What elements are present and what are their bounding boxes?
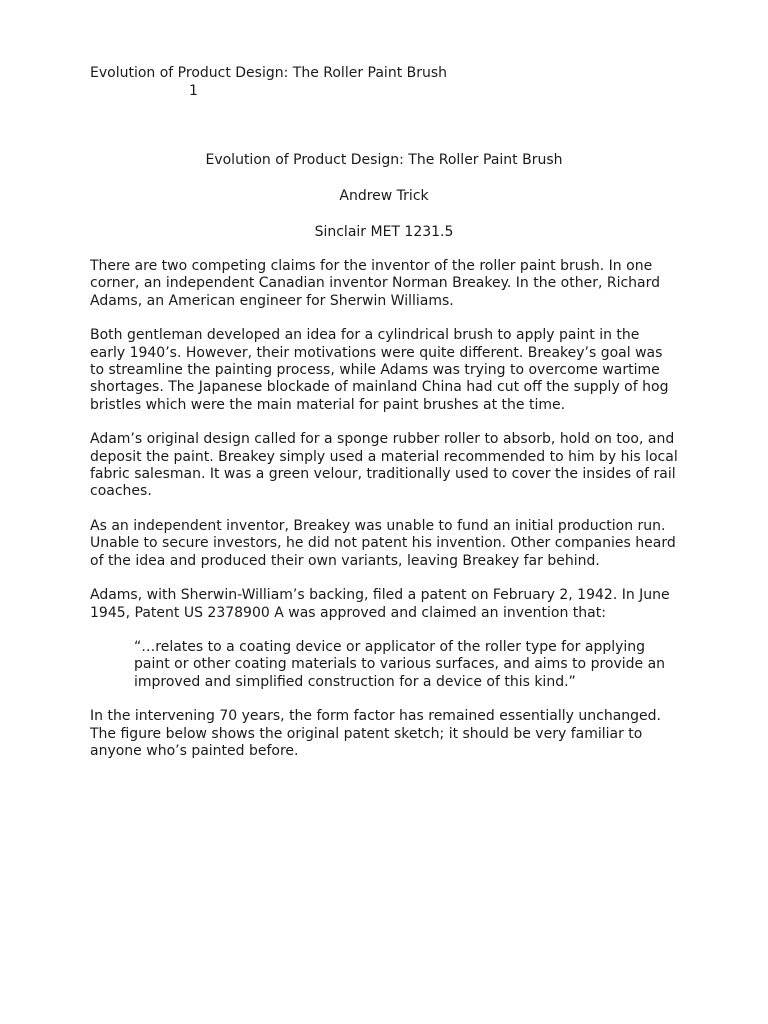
paragraph-materials: Adam’s original design called for a sponge rubber roller to absorb, hold on too, and deposit the paint. Breakey simply used a material recommended to him by his local fabric salesman. It was a green velour, traditionally used to cover the insides of rail coaches. bbox=[90, 431, 678, 500]
document-author: Andrew Trick bbox=[339, 188, 429, 204]
patent-quote: “…relates to a coating device or applicator of the roller type for applying paint or other coating materials to various surfaces, and aims to provide an improved and simplified construction for a device of this kind.” bbox=[134, 638, 666, 690]
running-header: Evolution of Product Design: The Roller Paint Brush bbox=[90, 65, 448, 81]
page-number: 1 bbox=[189, 83, 198, 99]
paragraph-adams-patent: Adams, with Sherwin-William’s backing, filed a patent on February 2, 1942. In June 1945, Patent US 2378900 A was approved and claimed an invention that: bbox=[90, 587, 670, 621]
paragraph-breakey-funding: As an independent inventor, Breakey was unable to fund an initial production run. Unable to secure investors, he did not patent his invention. Other companies heard of the idea and produced their own variants, leaving Breakey far behind. bbox=[90, 517, 676, 569]
paragraph-closing: In the intervening 70 years, the form factor has remained essentially unchanged. The figure below shows the original patent sketch; it should be very familiar to anyone who’s painted before. bbox=[90, 708, 661, 759]
document-body bbox=[90, 258, 678, 777]
paragraph-motivations: Both gentleman developed an idea for a cylindrical brush to apply paint in the early 1940’s. However, their motivations were quite different. Breakey’s goal was to streamline the painting process, while Adams was trying to overcome wartime shortages. The Japanese blockade of mainland China had cut off the supply of hog bristles which were the main material for paint brushes at the time. bbox=[90, 327, 669, 413]
document-title: Evolution of Product Design: The Roller Paint Brush bbox=[205, 152, 563, 168]
document-course: Sinclair MET 1231.5 bbox=[314, 224, 454, 240]
paragraph-inventor-claims: There are two competing claims for the inventor of the roller paint brush. In one corner, an independent Canadian inventor Norman Breakey. In the other, Richard Adams, an American engineer for Sherwin Williams. bbox=[90, 258, 661, 309]
